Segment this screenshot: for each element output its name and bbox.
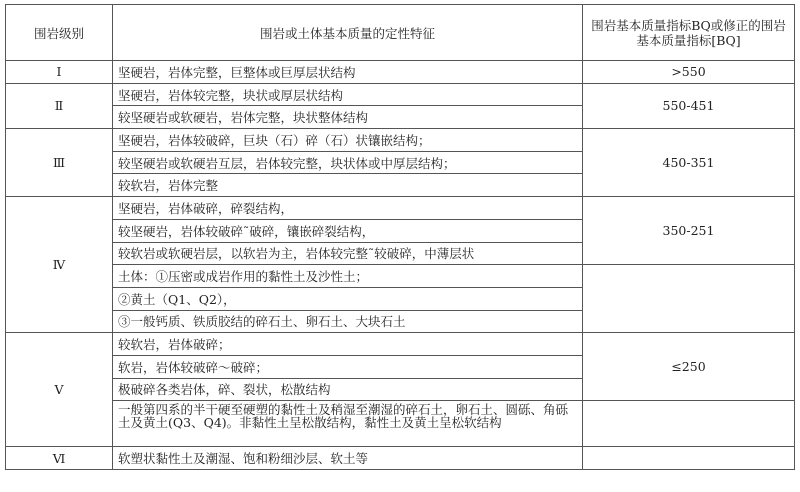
table-row — [6, 197, 795, 220]
table-row — [6, 61, 795, 84]
description-cell: 坚硬岩，岩体完整，巨整体或巨厚层状结构 — [113, 61, 583, 84]
description-cell: 软岩，岩体较破碎～破碎； — [113, 355, 583, 378]
bq-cell: 450-351 — [583, 129, 795, 197]
table-row — [6, 447, 795, 470]
description-cell: ③一般钙质、铁质胶结的碎石土、卵石土、大块石土 — [113, 310, 583, 333]
description-cell: 坚硬岩，岩体较破碎，巨块（石）碎（石）状镶嵌结构； — [113, 129, 583, 152]
description-cell: 较软岩或软硬岩层，以软岩为主，岩体较完整˜较破碎，中薄层状 — [113, 242, 583, 265]
bq-cell: 350-251 — [583, 197, 795, 265]
header-bq: 围岩基本质量指标BQ或修正的围岩基本质量指标[BQ] — [583, 5, 795, 61]
description-cell: 较坚硬岩，岩体较破碎˜破碎，镶嵌碎裂结构， — [113, 219, 583, 242]
table-row — [6, 265, 795, 288]
description-cell: ②黄土（Q1、Q2）， — [113, 287, 583, 310]
header-grade: 围岩级别 — [6, 5, 113, 61]
bq-cell: ≤250 — [583, 333, 795, 401]
grade-cell: Ⅱ — [6, 83, 113, 128]
description-cell: 坚硬岩，岩体较完整，块状或厚层状结构 — [113, 83, 583, 106]
bq-cell-empty — [583, 265, 795, 333]
header-description: 围岩或土体基本质量的定性特征 — [113, 5, 583, 61]
table-row — [6, 83, 795, 106]
header-row — [6, 5, 795, 61]
description-cell: 较坚硬岩或软硬岩，岩体完整，块状整体结构 — [113, 106, 583, 129]
description-cell: 一般第四系的半干硬至硬塑的黏性土及稍湿至潮湿的碎石土，卵石土、圆砾、角砾土及黄土(Q3、Q4)。非黏性土呈松散结构，黏性土及黄土呈松软结构 — [113, 401, 583, 447]
description-cell: 极破碎各类岩体，碎、裂状，松散结构 — [113, 378, 583, 401]
grade-cell: Ⅰ — [6, 61, 113, 84]
bq-cell: 550-451 — [583, 83, 795, 128]
grade-cell: Ⅴ — [6, 333, 113, 447]
bq-cell: >550 — [583, 61, 795, 84]
description-cell: 较软岩，岩体完整 — [113, 174, 583, 197]
description-cell: 软塑状黏性土及潮湿、饱和粉细沙层、软土等 — [113, 447, 583, 470]
description-cell: 坚硬岩，岩体破碎，碎裂结构， — [113, 197, 583, 220]
grade-cell: Ⅲ — [6, 129, 113, 197]
description-cell: 较坚硬岩或软硬岩互层，岩体较完整，块状体或中厚层结构； — [113, 151, 583, 174]
table-row — [6, 129, 795, 152]
description-cell: 土体：①压密或成岩作用的黏性土及沙性土； — [113, 265, 583, 288]
description-cell: 较软岩，岩体破碎； — [113, 333, 583, 356]
table-row — [6, 401, 795, 447]
bq-cell-empty — [583, 447, 795, 470]
grade-cell: Ⅵ — [6, 447, 113, 470]
grade-cell: Ⅳ — [6, 197, 113, 333]
table-row — [6, 333, 795, 356]
bq-cell-empty — [583, 401, 795, 447]
rock-classification-table — [5, 4, 795, 470]
